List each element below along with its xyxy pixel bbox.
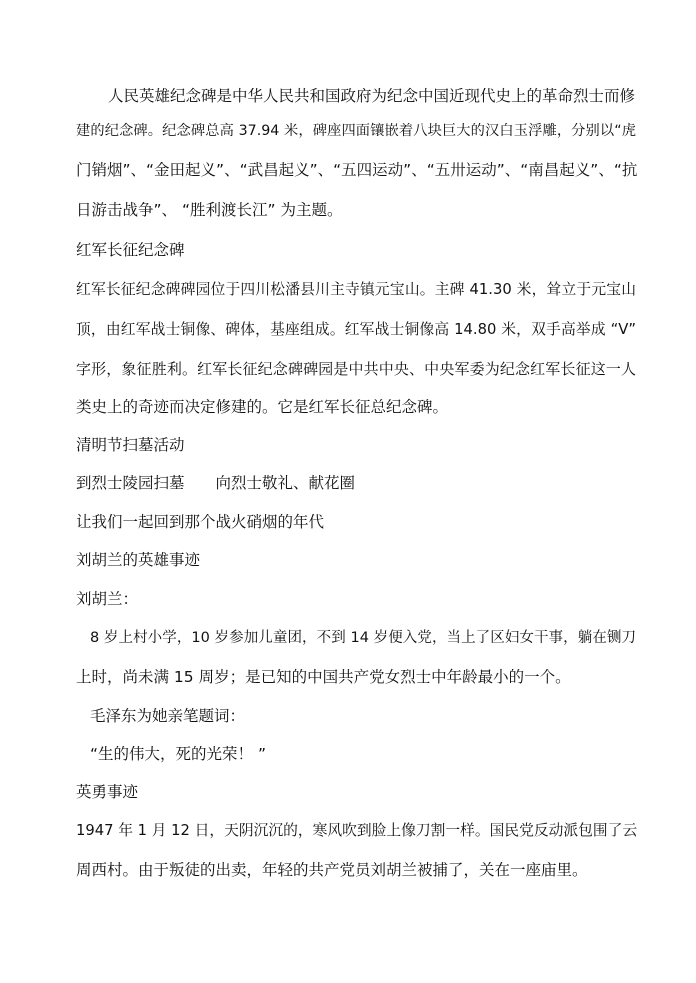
paragraph-long-march-line-2: 顶，由红军战士铜像、碑体，基座组成。红军战士铜像高 14.80 米，双手高举成 “V” <box>76 321 636 338</box>
heading-long-march-monument: 红军长征纪念碑 <box>76 241 185 259</box>
paragraph-monument-line-3: 门销烟”、“金田起义”、“武昌起义”、“五四运动”、“五卅运动”、“南昌起义”、“抗 <box>76 161 638 179</box>
paragraph-liu-hulan-line-2: 上时，尚未满 15 周岁；是已知的中国共产党女烈士中年龄最小的一个。 <box>76 668 571 686</box>
paragraph-long-march-line-4: 类史上的奇迹而决定修建的。它是红军长征总纪念碑。 <box>76 398 449 416</box>
heading-heroic-deeds: 英勇事迹 <box>76 783 139 801</box>
paragraph-liu-hulan-line-1: 8 岁上村小学，10 岁参加儿童团，不到 14 岁便入党，当上了区妇女干事，躺在铡刀 <box>90 630 636 646</box>
paragraph-long-march-line-1: 红军长征纪念碑碑园位于四川松潘县川主寺镇元宝山。主碑 41.30 米，耸立于元宝山 <box>76 281 636 298</box>
paragraph-heroic-deeds-line-2: 周西村。由于叛徒的出卖，年轻的共产党员刘胡兰被捕了，关在一座庙里。 <box>76 861 588 879</box>
paragraph-monument-line-4: 日游击战争”、 “胜利渡长江” 为主题。 <box>76 201 343 219</box>
paragraph-monument-line-2: 建的纪念碑。纪念碑总高 37.94 米，碑座四面镶嵌着八块巨大的汉白玉浮雕，分别以“虎 <box>76 123 636 139</box>
label-liu-hulan: 刘胡兰： <box>76 590 139 608</box>
paragraph-monument-line-1: 人民英雄纪念碑是中华人民共和国政府为纪念中国近现代史上的革命烈士而修 <box>108 87 636 105</box>
activity-list-line: 到烈士陵园扫墓 向烈士敬礼、献花圈 <box>76 474 356 492</box>
mao-inscription-intro: 毛泽东为她亲笔题词： <box>90 707 246 725</box>
heading-qingming-activity: 清明节扫墓活动 <box>76 436 185 454</box>
heading-liu-hulan-deeds: 刘胡兰的英雄事迹 <box>76 551 201 569</box>
mao-inscription-quote: “生的伟大，死的光荣！ ” <box>90 745 266 763</box>
slogan-line: 让我们一起回到那个战火硝烟的年代 <box>76 513 325 531</box>
paragraph-heroic-deeds-line-1: 1947 年 1 月 12 日，天阴沉沉的，寒风吹到脸上像刀割一样。国民党反动派包围了云 <box>76 822 638 839</box>
paragraph-long-march-line-3: 字形，象征胜利。红军长征纪念碑碑园是中共中央、中央军委为纪念红军长征这一人 <box>76 360 636 378</box>
